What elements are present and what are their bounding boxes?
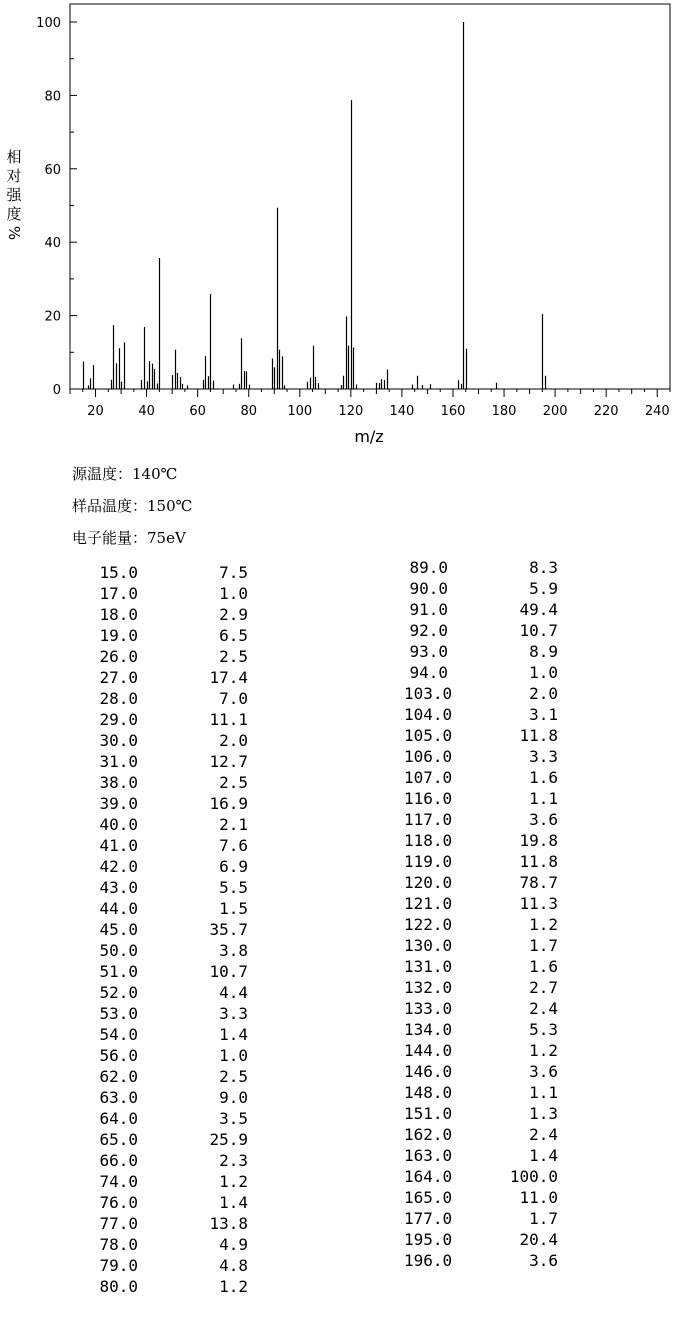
x-tick-label: 160 [440, 404, 466, 419]
mz-value: 118.0 [404, 831, 453, 850]
abundance-value: 2.3 [219, 1151, 248, 1170]
x-axis-label: m/z [354, 427, 384, 446]
abundance-value: 10.7 [519, 621, 558, 640]
mz-value: 17.0 [99, 584, 138, 603]
mz-value: 26.0 [99, 647, 138, 666]
abundance-value: 11.8 [519, 726, 558, 745]
abundance-value: 7.0 [219, 689, 248, 708]
abundance-value: 9.0 [219, 1088, 248, 1107]
mz-value: 119.0 [404, 852, 453, 871]
mz-value: 133.0 [404, 999, 453, 1018]
y-label-char: 对 [6, 167, 22, 185]
abundance-value: 11.0 [519, 1188, 558, 1207]
mz-value: 29.0 [99, 710, 138, 729]
abundance-value: 1.1 [529, 789, 558, 808]
abundance-value: 1.0 [219, 1046, 248, 1065]
mz-value: 107.0 [404, 768, 453, 787]
mz-value: 18.0 [99, 605, 138, 624]
mz-value: 63.0 [99, 1088, 138, 1107]
x-tick-label: 60 [189, 404, 206, 419]
abundance-value: 49.4 [519, 600, 558, 619]
mz-value: 51.0 [99, 962, 138, 981]
mz-value: 94.0 [409, 663, 448, 682]
mz-value: 164.0 [404, 1167, 453, 1186]
abundance-value: 17.4 [209, 668, 248, 687]
mass-spectrum-chart [0, 0, 680, 450]
x-tick-label: 240 [644, 404, 670, 419]
abundance-value: 13.8 [209, 1214, 248, 1233]
mz-value: 144.0 [404, 1041, 453, 1060]
mz-value: 45.0 [99, 920, 138, 939]
abundance-value: 8.9 [529, 642, 558, 661]
mz-value: 177.0 [404, 1209, 453, 1228]
abundance-value: 1.0 [219, 584, 248, 603]
mz-value: 80.0 [99, 1277, 138, 1296]
y-tick-label: 80 [44, 89, 61, 105]
abundance-value: 1.0 [529, 663, 558, 682]
electron-energy: 电子能量：75eV [72, 529, 186, 547]
abundance-value: 1.4 [529, 1146, 558, 1165]
mz-value: 30.0 [99, 731, 138, 750]
mz-value: 92.0 [409, 621, 448, 640]
x-tick-label: 140 [389, 404, 415, 419]
abundance-value: 5.3 [529, 1020, 558, 1039]
abundance-value: 1.7 [529, 1209, 558, 1228]
mz-value: 52.0 [99, 983, 138, 1002]
abundance-value: 2.5 [219, 647, 248, 666]
abundance-value: 16.9 [209, 794, 248, 813]
mz-value: 117.0 [404, 810, 453, 829]
abundance-value: 1.2 [529, 1041, 558, 1060]
mz-value: 41.0 [99, 836, 138, 855]
mz-value: 56.0 [99, 1046, 138, 1065]
mz-value: 77.0 [99, 1214, 138, 1233]
mz-value: 91.0 [409, 600, 448, 619]
mz-value: 163.0 [404, 1146, 453, 1165]
mz-value: 90.0 [409, 579, 448, 598]
mz-value: 74.0 [99, 1172, 138, 1191]
mz-value: 116.0 [404, 789, 453, 808]
abundance-value: 6.5 [219, 626, 248, 645]
abundance-value: 78.7 [519, 873, 558, 892]
mz-value: 165.0 [404, 1188, 453, 1207]
mz-value: 146.0 [404, 1062, 453, 1081]
mz-value: 39.0 [99, 794, 138, 813]
x-tick-label: 220 [593, 404, 619, 419]
mz-value: 31.0 [99, 752, 138, 771]
x-axis [70, 389, 670, 419]
abundance-value: 2.9 [219, 605, 248, 624]
mz-value: 76.0 [99, 1193, 138, 1212]
abundance-value: 3.6 [529, 1251, 558, 1270]
abundance-value: 5.9 [529, 579, 558, 598]
abundance-value: 2.0 [529, 684, 558, 703]
abundance-value: 1.4 [219, 1193, 248, 1212]
abundance-value: 3.1 [529, 705, 558, 724]
abundance-value: 19.8 [519, 831, 558, 850]
source-temperature: 源温度：140℃ [72, 465, 178, 483]
abundance-value: 3.8 [219, 941, 248, 960]
mz-value: 43.0 [99, 878, 138, 897]
abundance-value: 1.4 [219, 1025, 248, 1044]
abundance-value: 2.5 [219, 1067, 248, 1086]
mz-value: 40.0 [99, 815, 138, 834]
abundance-value: 1.6 [529, 957, 558, 976]
abundance-value: 3.3 [529, 747, 558, 766]
y-axis-label [5, 148, 23, 240]
mz-value: 120.0 [404, 873, 453, 892]
y-tick-label: 60 [44, 162, 61, 178]
y-tick-label: 20 [44, 309, 61, 325]
mz-value: 38.0 [99, 773, 138, 792]
x-tick-label: 100 [287, 404, 313, 419]
mz-value: 89.0 [409, 558, 448, 577]
mz-value: 148.0 [404, 1083, 453, 1102]
mz-value: 27.0 [99, 668, 138, 687]
x-tick-label: 40 [138, 404, 155, 419]
y-tick-label: 40 [44, 236, 61, 252]
y-tick-label: 100 [36, 16, 61, 31]
abundance-value: 2.4 [529, 1125, 558, 1144]
abundance-value: 3.6 [529, 1062, 558, 1081]
abundance-value: 11.3 [519, 894, 558, 913]
x-tick-label: 80 [240, 404, 257, 419]
mz-value: 53.0 [99, 1004, 138, 1023]
mz-value: 42.0 [99, 857, 138, 876]
x-tick-label: 200 [542, 404, 568, 419]
mz-value: 195.0 [404, 1230, 453, 1249]
abundance-value: 5.5 [219, 878, 248, 897]
abundance-value: 2.0 [219, 731, 248, 750]
abundance-value: 11.1 [209, 710, 248, 729]
mz-value: 104.0 [404, 705, 453, 724]
abundance-value: 3.6 [529, 810, 558, 829]
abundance-value: 6.9 [219, 857, 248, 876]
mz-value: 19.0 [99, 626, 138, 645]
y-label-char: 强 [6, 186, 22, 204]
mz-value: 79.0 [99, 1256, 138, 1275]
mz-value: 62.0 [99, 1067, 138, 1086]
abundance-value: 1.2 [219, 1277, 248, 1296]
abundance-value: 4.9 [219, 1235, 248, 1254]
abundance-value: 7.5 [219, 563, 248, 582]
abundance-value: 2.7 [529, 978, 558, 997]
abundance-value: 12.7 [209, 752, 248, 771]
peak-bars [84, 22, 546, 389]
abundance-value: 1.1 [529, 1083, 558, 1102]
abundance-value: 1.7 [529, 936, 558, 955]
abundance-value: 2.4 [529, 999, 558, 1018]
abundance-value: 1.5 [219, 899, 248, 918]
y-label-char: % [5, 225, 23, 241]
y-axis [36, 16, 77, 398]
abundance-value: 35.7 [209, 920, 248, 939]
abundance-value: 2.5 [219, 773, 248, 792]
mz-value: 54.0 [99, 1025, 138, 1044]
mz-value: 122.0 [404, 915, 453, 934]
mz-value: 15.0 [99, 563, 138, 582]
abundance-value: 10.7 [209, 962, 248, 981]
y-label-char: 度 [6, 205, 22, 223]
mz-value: 28.0 [99, 689, 138, 708]
x-tick-label: 120 [338, 404, 364, 419]
mz-value: 196.0 [404, 1251, 453, 1270]
x-tick-label: 20 [87, 404, 104, 419]
mz-value: 66.0 [99, 1151, 138, 1170]
mz-value: 134.0 [404, 1020, 453, 1039]
mz-value: 78.0 [99, 1235, 138, 1254]
abundance-value: 4.8 [219, 1256, 248, 1275]
mz-value: 132.0 [404, 978, 453, 997]
mz-value: 65.0 [99, 1130, 138, 1149]
abundance-value: 2.1 [219, 815, 248, 834]
mz-value: 64.0 [99, 1109, 138, 1128]
mz-value: 103.0 [404, 684, 453, 703]
sample-temperature: 样品温度：150℃ [72, 497, 193, 515]
abundance-value: 8.3 [529, 558, 558, 577]
y-tick-label: 0 [52, 383, 61, 398]
abundance-value: 11.8 [519, 852, 558, 871]
abundance-value: 1.2 [219, 1172, 248, 1191]
mz-value: 93.0 [409, 642, 448, 661]
abundance-value: 1.2 [529, 915, 558, 934]
mz-value: 106.0 [404, 747, 453, 766]
mz-value: 50.0 [99, 941, 138, 960]
abundance-value: 1.6 [529, 768, 558, 787]
abundance-value: 4.4 [219, 983, 248, 1002]
abundance-value: 3.3 [219, 1004, 248, 1023]
abundance-value: 25.9 [209, 1130, 248, 1149]
mz-value: 162.0 [404, 1125, 453, 1144]
mz-value: 130.0 [404, 936, 453, 955]
abundance-value: 100.0 [509, 1167, 558, 1186]
mz-value: 121.0 [404, 894, 453, 913]
abundance-value: 1.3 [529, 1104, 558, 1123]
abundance-value: 3.5 [219, 1109, 248, 1128]
x-tick-label: 180 [491, 404, 517, 419]
y-label-char: 相 [6, 148, 22, 166]
mz-value: 151.0 [404, 1104, 453, 1123]
mz-value: 131.0 [404, 957, 453, 976]
mz-value: 105.0 [404, 726, 453, 745]
abundance-value: 7.6 [219, 836, 248, 855]
mz-value: 44.0 [99, 899, 138, 918]
abundance-value: 20.4 [519, 1230, 558, 1249]
